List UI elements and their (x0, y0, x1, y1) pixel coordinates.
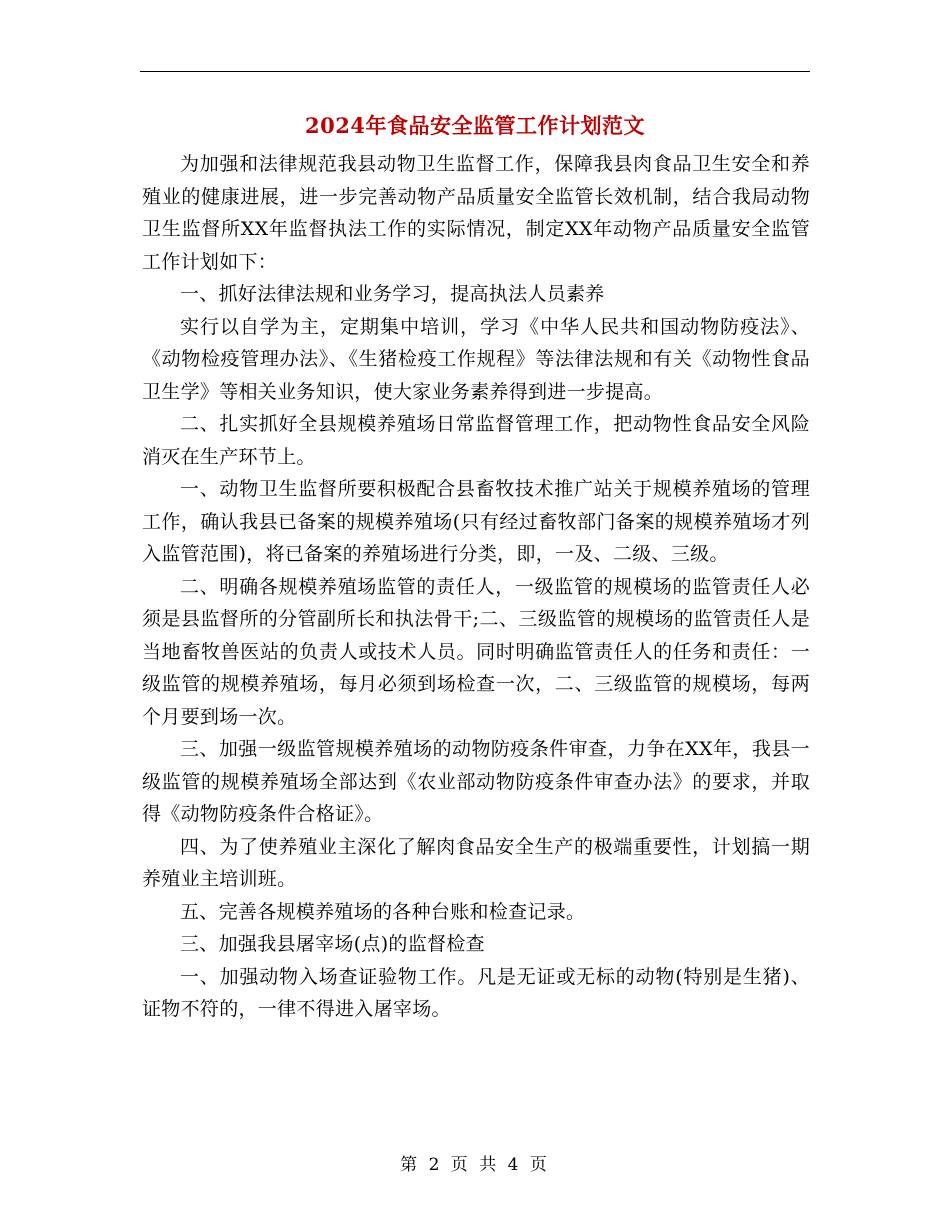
document-title: 2024年食品安全监管工作计划范文 (305, 113, 645, 138)
header-rule (140, 71, 810, 72)
section-heading-3: 三、加强我县屠宰场(点)的监督检查 (180, 933, 485, 955)
paragraph-study: 实行以自学为主，定期集中培训，学习《中华人民共和国动物防疫法》、《动物检疫管理办法》、《生猪检疫工作规程》等法律法规和有关《动物性食品卫生学》等相关业务知识，使大家业务素养得到进一步提高。 (142, 315, 810, 403)
paragraph-item-5: 五、完善各规模养殖场的各种台账和检查记录。 (180, 900, 586, 923)
paragraph-item-3: 三、加强一级监管规模养殖场的动物防疫条件审查，力争在XX年，我县一级监管的规模养殖场全部达到《农业部动物防疫条件审查办法》的要求，并取得《动物防疫条件合格证》。 (142, 738, 810, 825)
paragraph-item-4: 四、为了使养殖业主深化了解肉食品安全生产的极端重要性，计划搞一期养殖业主培训班。 (142, 835, 810, 890)
paragraph-intro: 为加强和法律规范我县动物卫生监督工作，保障我县肉食品卫生安全和养殖业的健康进展，进一步完善动物产品质量安全监管长效机制，结合我局动物卫生监督所XX年监督执法工作的实际情况，制定XX年动物产品质量安全监管工作计划如下： (142, 153, 810, 273)
paragraph-item-6: 一、加强动物入场查证验物工作。凡是无证或无标的动物(特别是生猪)、证物不符的，一律不得进入屠宰场。 (142, 965, 810, 1020)
section-heading-2: 二、扎实抓好全县规模养殖场日常监督管理工作，把动物性食品安全风险消灭在生产环节上。 (142, 413, 810, 468)
section-heading-1: 一、抓好法律法规和业务学习，提高执法人员素养 (180, 283, 605, 305)
paragraph-item-2: 二、明确各规模养殖场监管的责任人，一级监管的规模场的监管责任人必须是县监督所的分管副所长和执法骨干;二、三级监管的规模场的监管责任人是当地畜牧兽医站的负责人或技术人员。同时明确监管责任人的任务和责任：一级监管的规模养殖场，每月必须到场检查一次，二、三级监管的规模场，每两个月要到场一次。 (142, 575, 810, 728)
document-body (142, 148, 810, 1026)
paragraph-item-1: 一、动物卫生监督所要积极配合县畜牧技术推广站关于规模养殖场的管理工作，确认我县已备案的规模养殖场(只有经过畜牧部门备案的规模养殖场才列入监管范围)，将已备案的养殖场进行分类，即，一及、二级、三级。 (142, 478, 810, 565)
page-number-footer: 第 2 页 共 4 页 (400, 1155, 550, 1175)
